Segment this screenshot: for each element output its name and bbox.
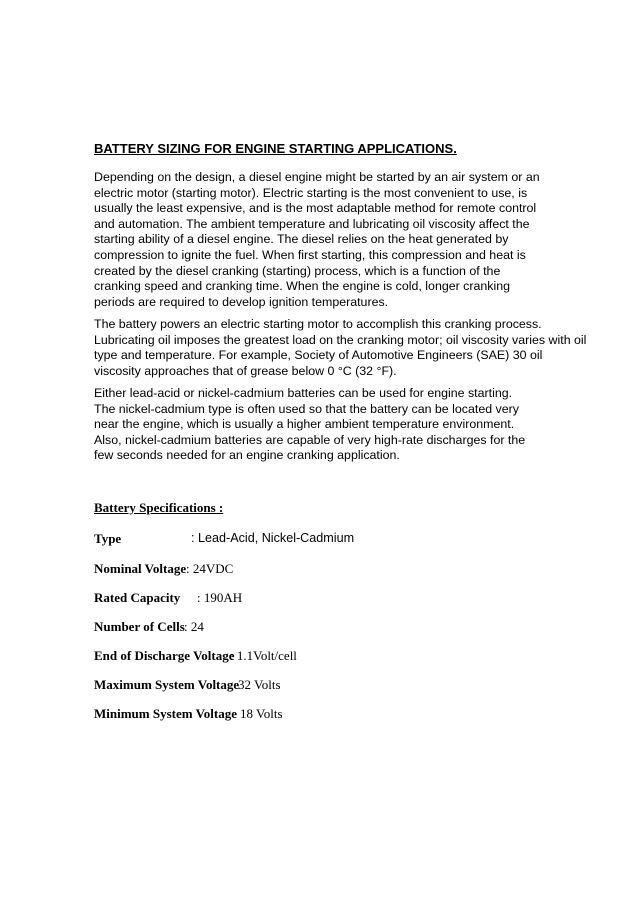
spec-row-number-of-cells <box>94 619 204 635</box>
paragraph-battery-types <box>94 386 634 464</box>
document-title: BATTERY SIZING FOR ENGINE STARTING APPLICATIONS. <box>94 141 457 156</box>
spec-label: Minimum System Voltage <box>94 706 237 721</box>
spec-value: : 24 <box>184 619 204 634</box>
spec-row-maximum-system-voltage <box>94 677 281 693</box>
paragraph-line: Depending on the design, a diesel engine might be started by an air system or an <box>94 170 540 184</box>
paragraph-line: The nickel-cadmium type is often used so that the battery can be located very <box>94 401 519 416</box>
spec-value: 18 Volts <box>240 706 283 721</box>
paragraph-line: Also, nickel-cadmium batteries are capable of very high-rate discharges for the <box>94 432 526 447</box>
paragraph-line: Lubricating oil imposes the greatest load on the cranking motor; oil viscosity varies with oil <box>94 332 587 347</box>
spec-value: : Lead-Acid, Nickel-Cadmium <box>191 531 355 545</box>
spec-value: 32 Volts <box>238 677 281 692</box>
spec-value: : 24VDC <box>186 561 234 576</box>
paragraph-line: The battery powers an electric starting motor to accomplish this cranking process. <box>94 317 542 331</box>
paragraph-line: compression to ignite the fuel. When first starting, this compression and heat is <box>94 247 526 262</box>
spec-value: : 1.1Volt/cell <box>230 648 297 663</box>
paragraph-line: starting ability of a diesel engine. The diesel relies on the heat generated by <box>94 232 509 247</box>
spec-label: Maximum System Voltage <box>94 677 240 692</box>
paragraph-line: type and temperature. For example, Society of Automotive Engineers (SAE) 30 oil <box>94 348 543 363</box>
spec-row-rated-capacity <box>94 590 243 606</box>
paragraph-line: few seconds needed for an engine cranking application. <box>94 448 400 463</box>
spec-label: Rated Capacity <box>94 590 181 605</box>
spec-value: : 190AH <box>197 590 243 605</box>
paragraph-line: viscosity approaches that of grease below 0 °C (32 °F). <box>94 363 397 378</box>
paragraph-line: and automation. The ambient temperature and lubricating oil viscosity affect the <box>94 216 530 231</box>
spec-label: Nominal Voltage <box>94 561 187 576</box>
spec-label: Type <box>94 531 122 546</box>
paragraph-engine-starting <box>94 170 634 310</box>
spec-row-end-of-discharge-voltage <box>94 648 297 664</box>
spec-label: End of Discharge Voltage <box>94 648 235 663</box>
paragraph-line: periods are required to develop ignition temperatures. <box>94 294 389 309</box>
paragraph-line: usually the least expensive, and is the most adaptable method for remote control <box>94 201 537 216</box>
paragraph-line: near the engine, which is usually a higher ambient temperature environment. <box>94 417 515 432</box>
paragraph-line: electric motor (starting motor). Electric starting is the most convenient to use, is <box>94 185 528 200</box>
specifications-heading: Battery Specifications : <box>94 500 224 515</box>
spec-row-minimum-system-voltage <box>94 706 283 722</box>
spec-row-nominal-voltage <box>94 561 234 577</box>
paragraph-line: cranking speed and cranking time. When the engine is cold, longer cranking <box>94 279 511 294</box>
paragraph-cranking-process <box>94 317 634 379</box>
paragraph-line: Either lead-acid or nickel-cadmium batteries can be used for engine starting. <box>94 386 513 400</box>
paragraph-line: created by the diesel cranking (starting) process, which is a function of the <box>94 263 501 278</box>
spec-label: Number of Cells <box>94 619 185 634</box>
spec-row-type <box>94 531 355 547</box>
